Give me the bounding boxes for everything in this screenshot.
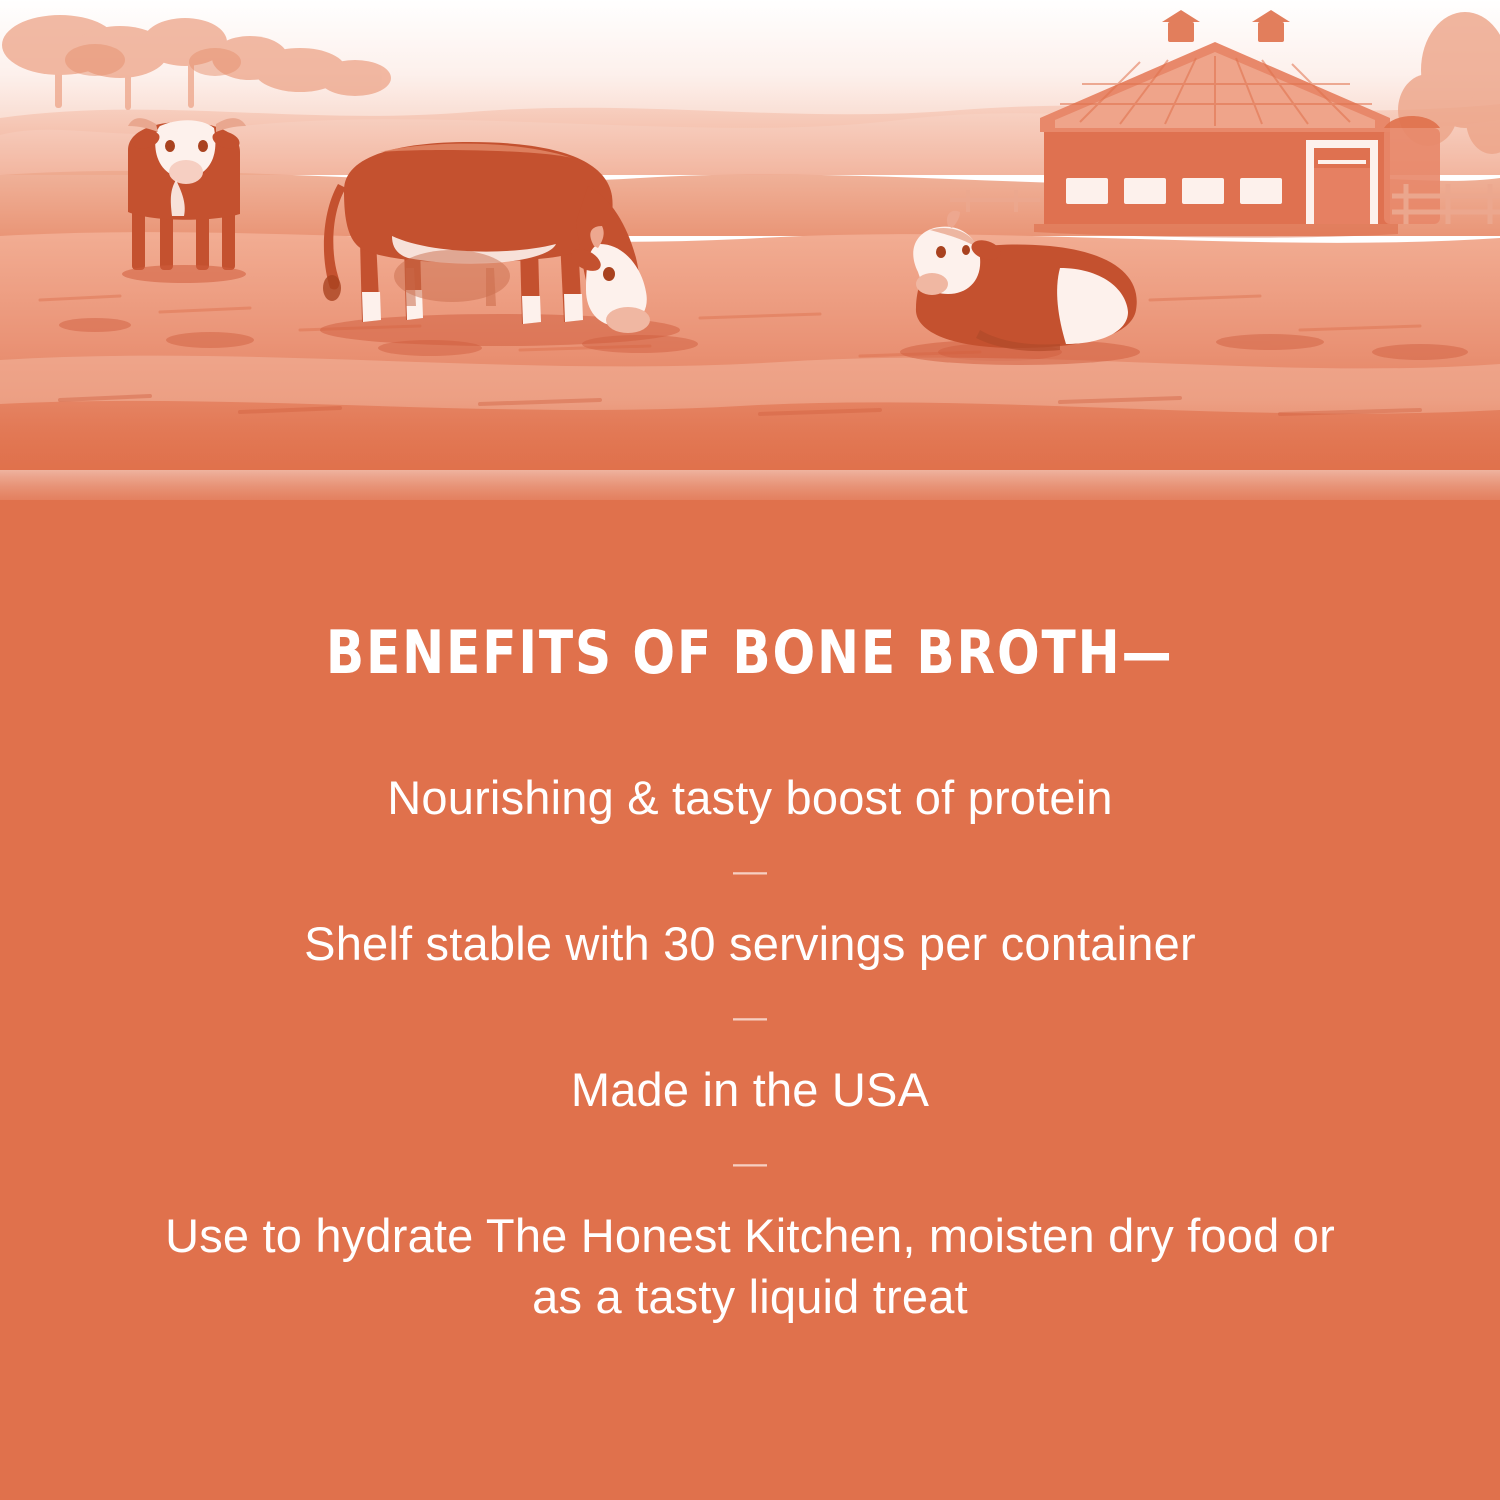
benefit-item-2: Shelf stable with 30 servings per container: [304, 917, 1196, 971]
benefit-divider-1: —: [733, 852, 767, 891]
benefit-item-4: Use to hydrate The Honest Kitchen, moisten dry food or as a tasty liquid treat: [165, 1209, 1335, 1323]
farm-illustration: [0, 0, 1500, 530]
benefit-item-1: Nourishing & tasty boost of protein: [387, 771, 1113, 824]
farm-illustration-svg: [0, 0, 1500, 530]
calf-behind: [394, 250, 510, 306]
benefit-item-3: Made in the USA: [570, 1063, 930, 1117]
benefit-divider-3: —: [733, 1144, 767, 1183]
page-title: BENEFITS OF BONE BROTH—: [326, 618, 1174, 688]
benefit-divider-2: —: [733, 998, 767, 1037]
benefits-content: [0, 500, 1500, 1500]
